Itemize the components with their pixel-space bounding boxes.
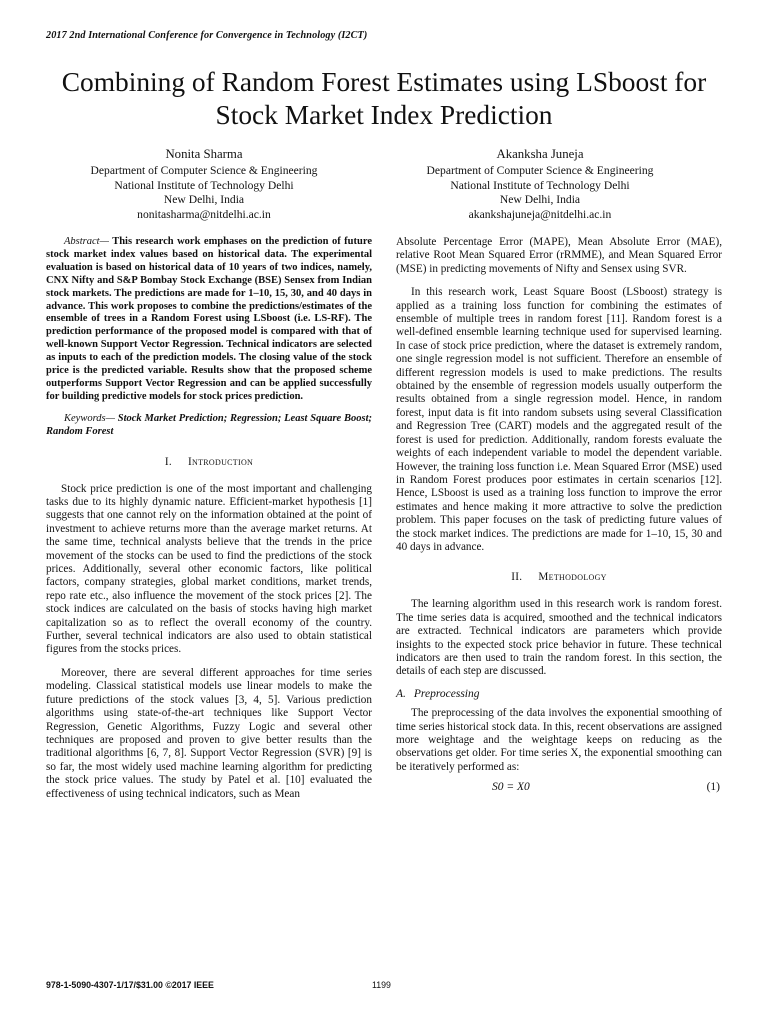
intro-continuation: Absolute Percentage Error (MAPE), Mean Absolute Error (MAE), relative Root Mean Squared Error (rRMME), and Mean Squared Error (MSE) in predicting movements of Nifty and Sensex using SVR. [396,236,722,275]
author-department: Department of Computer Science & Engineering [90,164,318,178]
abstract-text: This research work emphases on the prediction of future stock market index values based on historical data. The experimental evaluation is based on historical data of 10 years of two indices, namely, CNX Nifty and S&P Bombay Stock Exchange (BSE) Sensex from Indian stock markets. The predictions are made for 1–10, 15, 30, and 40 days in advance. This work proposes to combine the predictions/estimates of the ensemble of trees in a Random Forest using LSboost (i.e. LS-RF). The prediction performance of the proposed model is compared with that of well-known Support Vector Regression. Technical indicators are selected as inputs to each of the prediction models. The closing value of the stock price is the predicted variable. Results show that the proposed scheme outperforms Support Vector Regression and can be applied successfully for building predictive models for stock prices prediction. [46,236,372,402]
subsection-heading-preprocessing [396,688,722,701]
methodology-paragraph: The learning algorithm used in this research work is random forest. The time series data is acquired, smoothed and the technical indicators are extracted. Technical indicators are parameters which provide insights to the expected stock price behavior in future. These technical indicators are then used to train the random forest. In this section, the details of each step are discussed. [396,598,722,678]
equation-number: (1) [706,781,720,794]
intro-paragraph-2: Moreover, there are several different approaches for time series modeling. Classical statistical models use linear models to make the future predictions of the stock values [3, 4, 5]. Various prediction algorithms using state-of-the-art techniques like Support Vector Regression, Genetic Algorithms, Fuzzy Logic and several other techniques are proposed and proven to give better results than the traditional algorithms [6, 7, 8]. Support Vector Regression (SVR) [9] is so far, the most widely used machine learning algorithm for predicting the stock price values. The study by Patel et al. [10] evaluated the effectiveness of using technical indicators, such as Mean [46,666,372,800]
preprocessing-paragraph: The preprocessing of the data involves the exponential smoothing of time series historical stock data. In this, recent observations are assigned more weightage and the weightage keeps on reducing as the observations get older. For time series X, the exponential smoothing can be iteratively performed as: [396,707,722,773]
author-institute: National Institute of Technology Delhi [114,178,294,192]
subsection-title: Preprocessing [413,687,480,700]
paper-title: Combining of Random Forest Estimates using LSboost for Stock Market Index Prediction [61,67,707,130]
intro-paragraph-3: In this research work, Least Square Boost (LSboost) strategy is applied as a training loss function for combining the estimates of ensemble of multiple trees in random forest [11]. Random forest is a well-defined ensemble learning technique used for supervised learning. In case of stock price prediction, where the dataset is extremely random, one single regression model is not sufficient. Therefore an ensemble of different regression models is used to make predictions. The results obtained by the ensemble of regression models usually outperform the results obtained from a single regression model. Hence, in random forest, input data is fit into random subsets using several Classification and Regression Tree (CART) models and the aggregated result of the forest is used for prediction. Additionally, random forests evaluate the weights of each independent variable to model the dependent variable. However, the training loss function i.e. Mean Squared Error (MSE) used in Random Forest produces poor estimates in certain scenarios [12]. Hence, LSboost is used as a training loss function to improve the error estimates and hence making it more attractive to solve the prediction problem. This paper focuses on the task of predicting future values of the stock market indices. The predictions are made for 1–10, 15, 30 and 40 days in advance. [396,286,722,553]
section-number: II. [511,571,523,584]
section-heading-introduction [46,455,372,469]
author-name: Akanksha Juneja [496,147,584,161]
conference-header: 2017 2nd International Conference for Convergence in Technology (I2CT) [46,30,368,41]
author-location: New Delhi, India [499,193,581,207]
author-department: Department of Computer Science & Engineering [426,164,654,178]
author-email: akankshajuneja@nitdelhi.ac.in [468,207,612,221]
footer-isbn: 978-1-5090-4307-1/17/$31.00 ©2017 IEEE [46,980,214,990]
author-location: New Delhi, India [163,193,245,207]
keywords-lead: Keywords— [64,412,115,424]
subsection-label: A. [396,687,406,700]
right-column [396,236,722,797]
author-email: nonitasharma@nitdelhi.ac.in [137,207,271,221]
section-number: I. [164,455,172,468]
author-institute: National Institute of Technology Delhi [450,178,630,192]
left-column [46,236,372,801]
author-name: Nonita Sharma [165,147,243,161]
equation-1 [396,781,722,797]
section-heading-methodology [396,570,722,584]
equation-text: S0 = X0 [492,781,530,794]
abstract [46,236,372,404]
author-block-2 [380,147,700,222]
section-title: Methodology [538,571,607,584]
intro-paragraph-1: Stock price prediction is one of the most important and challenging tasks due to its highly dynamic nature. Efficient-market hypothesis [1] suggests that one cannot rely on the information obtained at the point of investment to achieve returns more than the average market returns. At the same time, technical analysts believe that the trends in the price movement of the stocks can be used to find the predictions of the stock prices. Additionally, several other economic factors, like political factors, company strategies, global market conditions, market trends, repo rate etc., also influence the movement of the stock prices [2]. The stock indices are calculated on the basis of stocks having high market capitalization so as to reflect the overall economy of the country. Further, several technical indicators are also used to obtain statistical figures from the stocks prices. [46,482,372,656]
abstract-lead: Abstract— [64,236,109,247]
section-title: Introduction [188,455,254,468]
keywords-text: Stock Market Prediction; Regression; Least Square Boost; Random Forest [46,412,372,437]
author-block-1 [44,147,364,222]
keywords [46,413,372,439]
footer-page-number: 1199 [372,980,391,990]
